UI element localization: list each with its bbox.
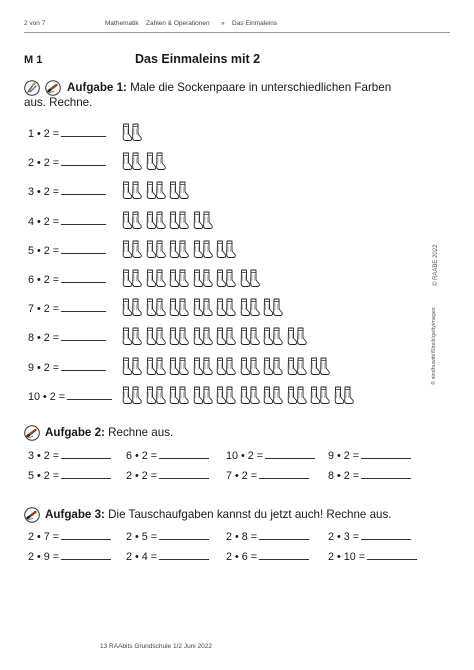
sock-pair-icon[interactable] <box>216 386 238 408</box>
sock-pair-icon[interactable] <box>146 240 168 262</box>
answer-blank[interactable] <box>159 448 209 459</box>
sock-pairs <box>122 152 168 174</box>
equation-text: 2 • 6 = <box>226 551 258 563</box>
equation-text: 3 • 2 = <box>28 186 60 199</box>
equation-cell <box>226 529 309 545</box>
sock-pair-icon[interactable] <box>146 181 168 203</box>
sock-pair-icon[interactable] <box>169 298 191 320</box>
sock-pair-icon[interactable] <box>122 269 144 291</box>
equation-text: 8 • 2 = <box>28 332 60 345</box>
answer-blank[interactable] <box>61 184 106 195</box>
equation-text: 2 • 10 = <box>328 551 366 563</box>
equation-text: 5 • 2 = <box>28 244 60 257</box>
sock-pair-icon[interactable] <box>169 269 191 291</box>
task1-instruction-cont: aus. Rechne. <box>24 96 93 109</box>
task3-text: Die Tauschaufgaben kannst du jetzt auch! Rechne aus. <box>104 508 392 521</box>
answer-blank[interactable] <box>61 360 106 371</box>
sock-pair-icon[interactable] <box>146 269 168 291</box>
answer-blank[interactable] <box>61 529 111 540</box>
equation-cell <box>28 529 111 545</box>
equation-cell <box>126 468 209 484</box>
equation-text: 5 • 2 = <box>28 470 60 482</box>
sock-pair-icon[interactable] <box>310 357 332 379</box>
sock-pair-icon[interactable] <box>122 211 144 233</box>
equation-text: 10 • 2 = <box>226 450 264 462</box>
task1-instruction <box>67 80 391 96</box>
sock-pair-icon[interactable] <box>169 240 191 262</box>
sock-pair-icon[interactable] <box>193 211 215 233</box>
equation-row <box>28 242 106 260</box>
sock-pairs <box>122 327 309 349</box>
sock-pairs <box>122 211 215 233</box>
answer-blank[interactable] <box>361 448 411 459</box>
equation-text: 1 • 2 = <box>28 128 60 140</box>
sock-pair-icon[interactable] <box>122 152 144 174</box>
sock-pair-icon[interactable] <box>216 298 238 320</box>
sock-pair-icon[interactable] <box>169 211 191 233</box>
page-title: Das Einmaleins mit 2 <box>135 52 261 66</box>
answer-blank[interactable] <box>61 126 106 137</box>
sock-pair-icon[interactable] <box>287 386 309 408</box>
equation-cell <box>226 549 309 565</box>
equation-cell <box>328 448 411 464</box>
equation-row <box>28 213 106 231</box>
sock-pair-icon[interactable] <box>263 298 285 320</box>
sock-pair-icon[interactable] <box>122 298 144 320</box>
sock-pair-icon[interactable] <box>193 357 215 379</box>
equation-text: 2 • 3 = <box>328 531 360 543</box>
equation-text: 6 • 2 = <box>28 274 60 286</box>
sock-pair-icon[interactable] <box>169 327 191 349</box>
equation-cell <box>28 468 111 484</box>
equation-text: 4 • 2 = <box>28 215 60 228</box>
answer-blank[interactable] <box>61 301 106 312</box>
sock-pair-icon[interactable] <box>263 357 285 379</box>
sock-pair-icon[interactable] <box>122 357 144 379</box>
equation-cell <box>328 468 411 484</box>
equation-cell <box>226 448 315 464</box>
task3-instruction <box>45 507 392 523</box>
sock-pair-icon[interactable] <box>216 327 238 349</box>
equation-text: 9 • 2 = <box>328 450 360 462</box>
sock-pair-icon[interactable] <box>193 386 215 408</box>
answer-blank[interactable] <box>61 155 106 166</box>
equation-cell <box>28 448 111 464</box>
sock-pair-icon[interactable] <box>146 152 168 174</box>
sock-pair-icon[interactable] <box>169 181 191 203</box>
sock-pairs <box>122 123 144 145</box>
sock-pair-icon[interactable] <box>146 327 168 349</box>
answer-blank[interactable] <box>259 529 309 540</box>
equation-text: 2 • 7 = <box>28 531 60 543</box>
equation-row <box>28 359 106 377</box>
sock-pair-icon[interactable] <box>334 386 356 408</box>
sock-pairs <box>122 298 285 320</box>
equation-text: 2 • 2 = <box>126 470 158 482</box>
page-number: 2 von 7 <box>24 20 46 27</box>
sock-pair-icon[interactable] <box>216 269 238 291</box>
equation-row <box>28 300 106 318</box>
answer-blank[interactable] <box>67 389 112 400</box>
answer-blank[interactable] <box>367 549 417 560</box>
pen-icon <box>24 425 40 446</box>
header-separator: » <box>221 20 225 27</box>
header-subject: Mathematik <box>105 20 139 27</box>
equation-text: 2 • 2 = <box>28 157 60 170</box>
sock-pair-icon[interactable] <box>216 357 238 379</box>
sock-pair-icon[interactable] <box>169 357 191 379</box>
answer-blank[interactable] <box>61 272 106 283</box>
answer-blank[interactable] <box>61 214 106 225</box>
task2-label: Aufgabe 2: <box>45 426 105 439</box>
equation-cell <box>126 529 209 545</box>
answer-blank[interactable] <box>61 330 106 341</box>
sock-pair-icon[interactable] <box>193 269 215 291</box>
equation-row <box>28 388 112 406</box>
answer-blank[interactable] <box>159 529 209 540</box>
equation-text: 8 • 2 = <box>328 470 360 482</box>
sock-pair-icon[interactable] <box>263 327 285 349</box>
sock-pair-icon[interactable] <box>122 327 144 349</box>
task2-text: Rechne aus. <box>104 426 174 439</box>
equation-text: 10 • 2 = <box>28 390 66 403</box>
sock-pair-icon[interactable] <box>310 386 332 408</box>
worksheet-code: M 1 <box>24 54 43 66</box>
sock-pair-icon[interactable] <box>146 298 168 320</box>
answer-blank[interactable] <box>361 529 411 540</box>
sock-pair-icon[interactable] <box>169 386 191 408</box>
sock-pairs <box>122 357 332 379</box>
answer-blank[interactable] <box>61 549 111 560</box>
equation-text: 9 • 2 = <box>28 361 60 374</box>
equation-text: 6 • 2 = <box>126 450 158 462</box>
image-credit: © sindhuwitt/iStock/gettyimages <box>431 307 437 385</box>
answer-blank[interactable] <box>61 243 106 254</box>
sock-pair-icon[interactable] <box>240 298 262 320</box>
pen-icon <box>24 507 40 528</box>
task3-label: Aufgabe 3: <box>45 508 105 521</box>
sock-pairs <box>122 269 262 291</box>
task1-text: Male die Sockenpaare in unterschiedlichen Farben <box>126 81 392 94</box>
answer-blank[interactable] <box>61 468 111 479</box>
sock-pair-icon[interactable] <box>240 386 262 408</box>
sock-pair-icon[interactable] <box>122 123 144 145</box>
sock-pair-icon[interactable] <box>193 298 215 320</box>
copyright: © RAABE 2022 <box>433 244 439 286</box>
header-unit: Das Einmaleins <box>232 20 278 27</box>
sock-pair-icon[interactable] <box>287 357 309 379</box>
equation-text: 2 • 4 = <box>126 551 158 563</box>
answer-blank[interactable] <box>265 448 315 459</box>
sock-pairs <box>122 240 238 262</box>
equation-row <box>28 154 106 172</box>
equation-text: 2 • 8 = <box>226 531 258 543</box>
sock-pair-icon[interactable] <box>287 327 309 349</box>
equation-row <box>28 183 106 201</box>
equation-text: 7 • 2 = <box>226 470 258 482</box>
equation-row <box>28 271 106 289</box>
answer-blank[interactable] <box>361 468 411 479</box>
answer-blank[interactable] <box>61 448 111 459</box>
page-footer: 13 RAAbits Grundschule 1/2 Juni 2022 <box>100 643 213 650</box>
answer-blank[interactable] <box>259 468 309 479</box>
sock-pair-icon[interactable] <box>240 269 262 291</box>
equation-text: 2 • 9 = <box>28 551 60 563</box>
sock-pair-icon[interactable] <box>122 240 144 262</box>
task2-instruction <box>45 425 173 441</box>
header-divider <box>24 32 450 33</box>
sock-pair-icon[interactable] <box>122 386 144 408</box>
sock-pairs <box>122 181 191 203</box>
sock-pair-icon[interactable] <box>146 211 168 233</box>
sock-pair-icon[interactable] <box>216 240 238 262</box>
task1-label: Aufgabe 1: <box>67 81 127 94</box>
equation-cell <box>28 549 111 565</box>
equation-row <box>28 329 106 347</box>
equation-cell <box>328 529 411 545</box>
sock-pair-icon[interactable] <box>193 240 215 262</box>
sock-pair-icon[interactable] <box>263 386 285 408</box>
sock-pairs <box>122 386 356 408</box>
equation-cell <box>226 468 309 484</box>
answer-blank[interactable] <box>159 549 209 560</box>
equation-cell <box>328 549 417 565</box>
equation-text: 2 • 5 = <box>126 531 158 543</box>
sock-pair-icon[interactable] <box>122 181 144 203</box>
answer-blank[interactable] <box>159 468 209 479</box>
equation-cell <box>126 549 209 565</box>
equation-text: 7 • 2 = <box>28 303 60 316</box>
equation-text: 3 • 2 = <box>28 450 60 462</box>
header-topic: Zahlen & Operationen <box>146 20 210 27</box>
answer-blank[interactable] <box>259 549 309 560</box>
sock-pair-icon[interactable] <box>146 357 168 379</box>
sock-pair-icon[interactable] <box>240 357 262 379</box>
sock-pair-icon[interactable] <box>193 327 215 349</box>
equation-cell <box>126 448 209 464</box>
sock-pair-icon[interactable] <box>240 327 262 349</box>
sock-pair-icon[interactable] <box>146 386 168 408</box>
equation-row <box>28 125 106 143</box>
